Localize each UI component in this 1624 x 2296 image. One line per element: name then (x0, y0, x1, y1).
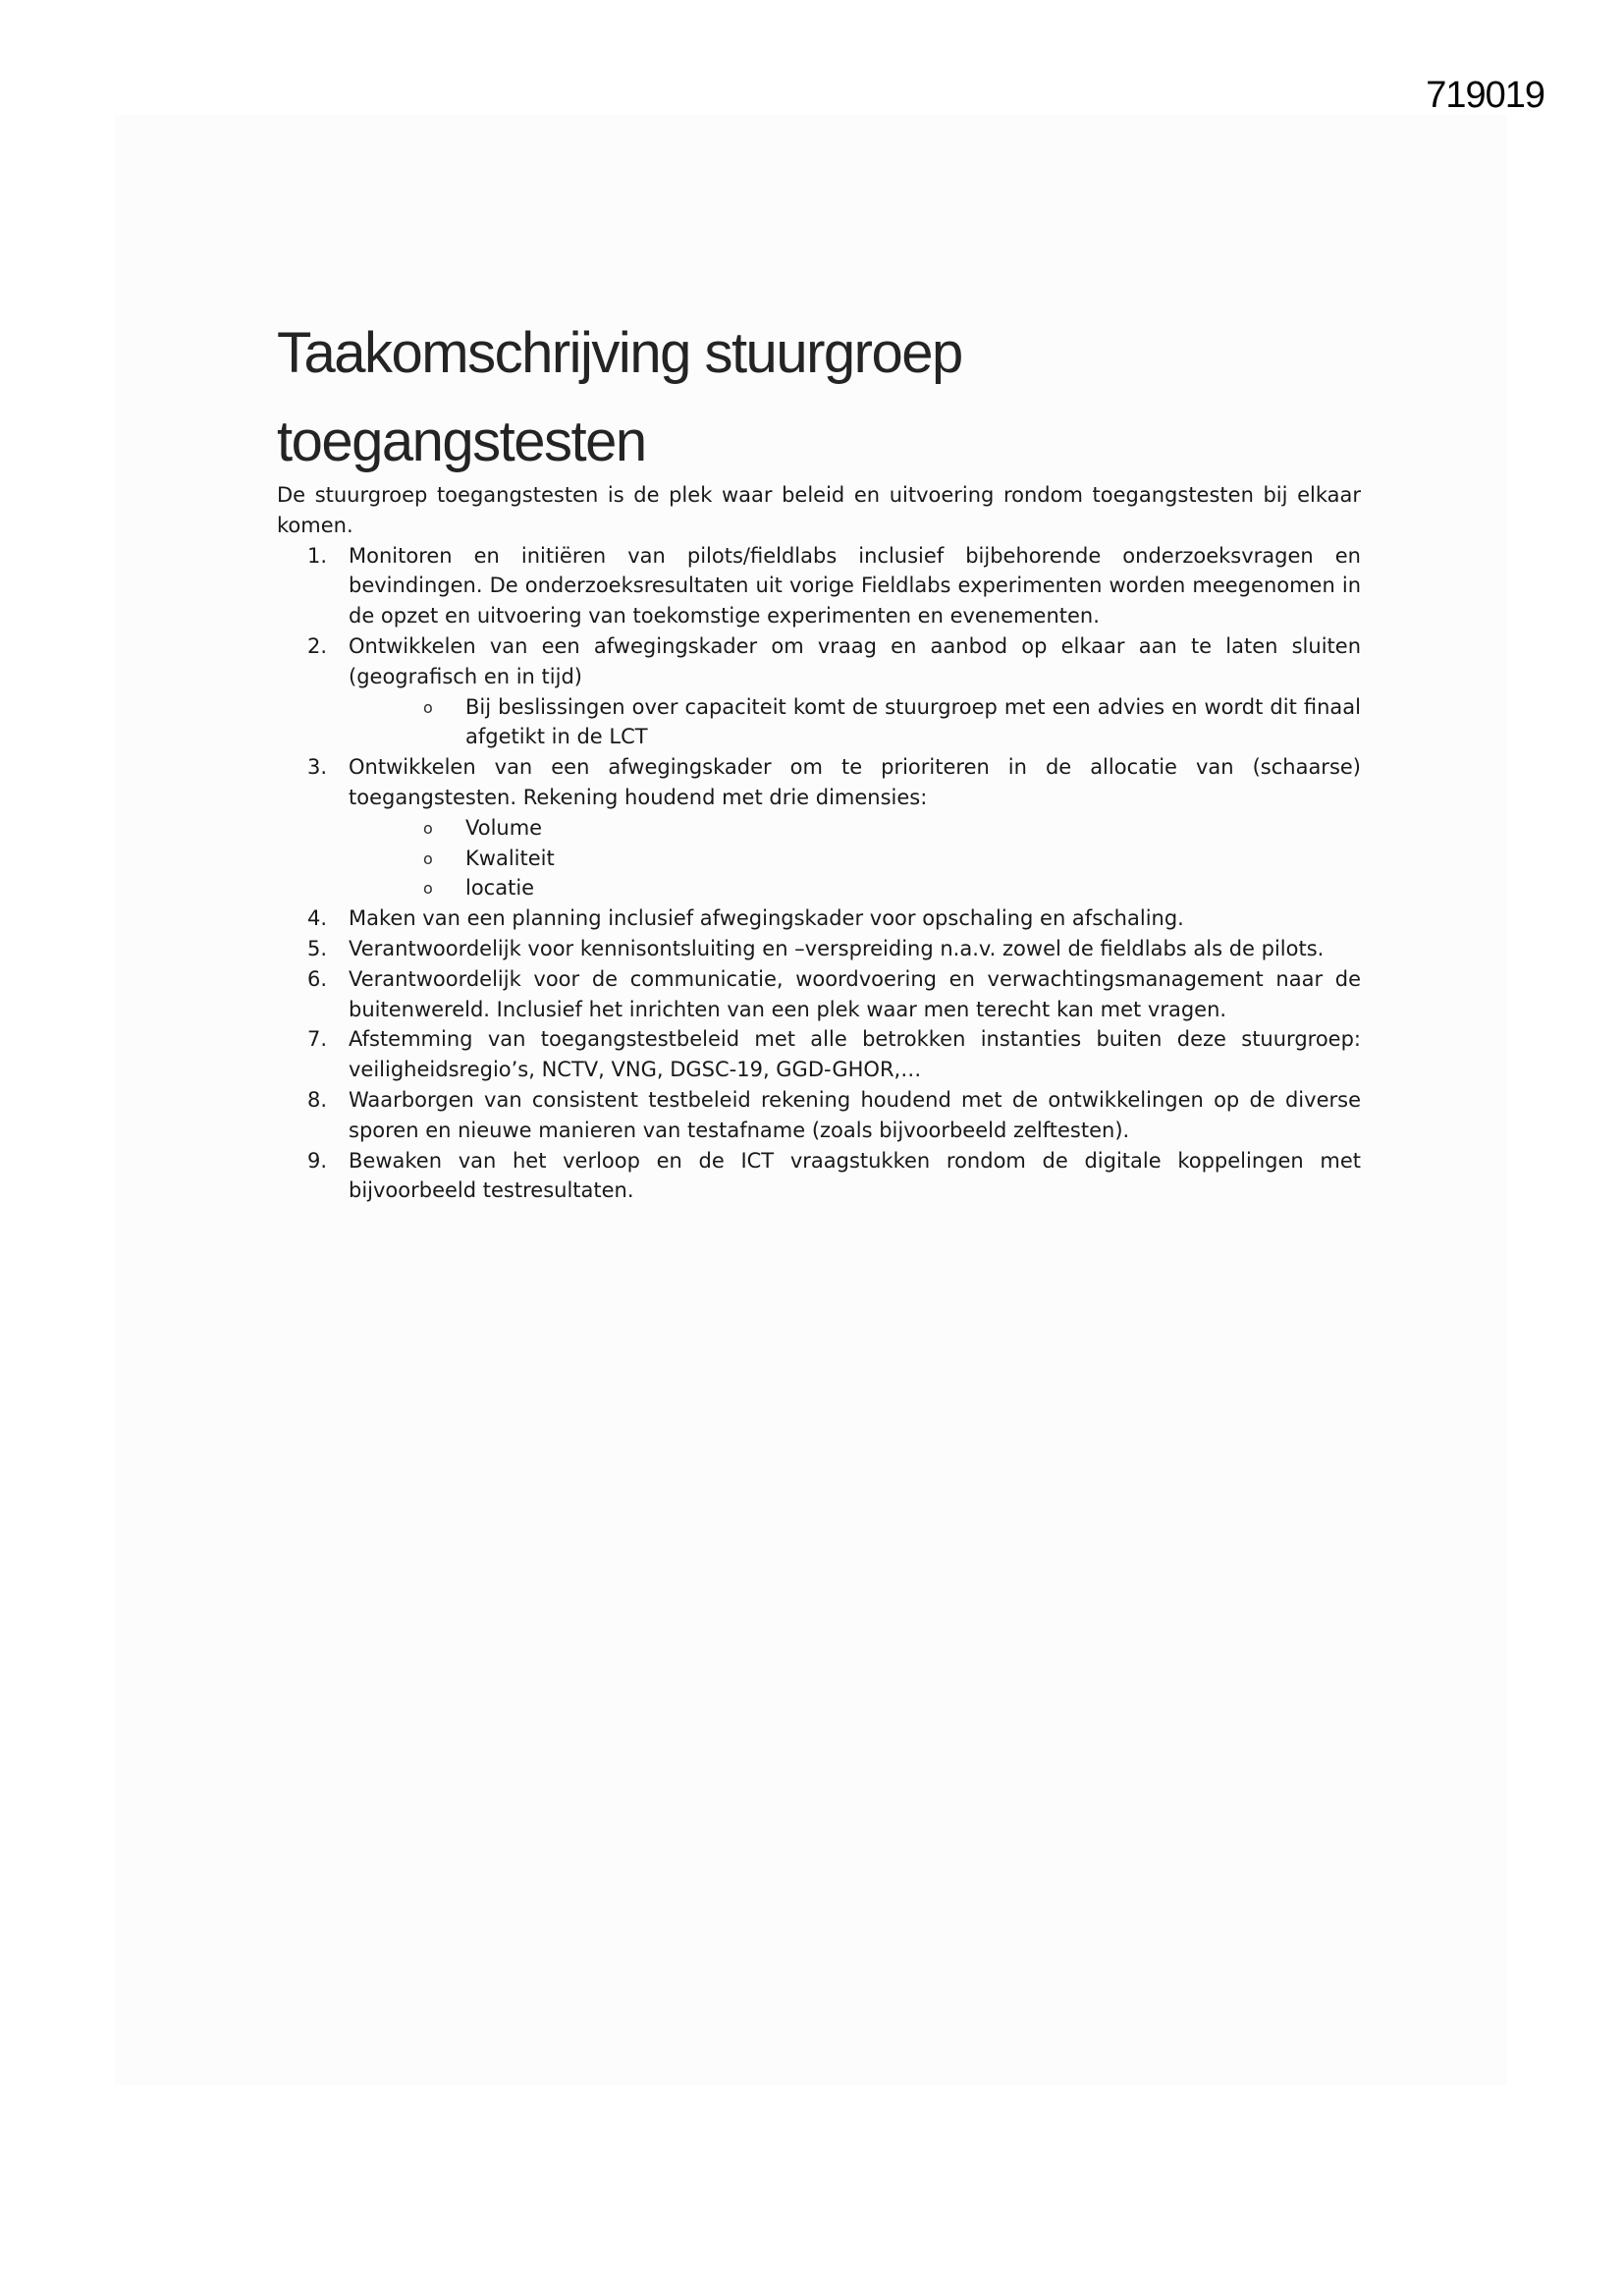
sub-list-item (277, 844, 1361, 874)
list-item-text: Maken van een planning inclusief afwegingskader voor opschaling en afschaling. (349, 906, 1184, 931)
list-item-number: 5. (307, 936, 328, 960)
list-item-number: 3. (307, 755, 328, 780)
list-item-number: 2. (307, 633, 328, 658)
list-item-text: Monitoren en initiëren van pilots/fieldlabs inclusief bijbehorende onderzoeksvragen en bevindingen. De onderzoeksresultaten uit vorige Fieldlabs experimenten worden meegenomen in de opzet en uitvoering van toekomstige experimenten en evenementen. (349, 543, 1361, 629)
list-item (277, 1146, 1361, 1207)
sub-list-item-text: Volume (465, 815, 543, 840)
list-item (277, 631, 1361, 752)
list-item (277, 1024, 1361, 1085)
list-item-text: Ontwikkelen van een afwegingskader om te prioriteren in de allocatie van (schaarse) toegangstesten. Rekening houdend met drie dimensies: (349, 755, 1361, 809)
list-item (277, 752, 1361, 903)
document-body (277, 480, 1361, 1206)
page-number: 719019 (1426, 75, 1544, 116)
sub-list-item (277, 692, 1361, 753)
document-title-line-1: Taakomschrijving stuurgroep (277, 320, 962, 385)
list-item-text: Afstemming van toegangstestbeleid met alle betrokken instanties buiten deze stuurgroep: veiligheidsregio’s, NCTV, VNG, DGSC-19, GGD-GHOR,… (349, 1027, 1361, 1082)
sub-list-item-text: Kwaliteit (465, 846, 555, 870)
list-item-number: 1. (307, 543, 328, 568)
list-item-number: 9. (307, 1148, 328, 1173)
document-title-line-2: toegangstesten (277, 409, 646, 473)
list-item (277, 903, 1361, 934)
list-item-text: Verantwoordelijk voor de communicatie, woordvoering en verwachtingsmanagement naar de buitenwereld. Inclusief het inrichten van een plek waar men terecht kan met vragen. (349, 966, 1361, 1021)
sub-list-item-text: Bij beslissingen over capaciteit komt de stuurgroep met een advies en wordt dit finaal afgetikt in de LCT (465, 694, 1361, 749)
list-item (277, 541, 1361, 631)
list-item (277, 934, 1361, 964)
intro-paragraph: De stuurgroep toegangstesten is de plek waar beleid en uitvoering rondom toegangstesten bij elkaar komen. (277, 483, 1361, 537)
list-item-number: 8. (307, 1087, 328, 1112)
sub-bullet-icon: o (423, 697, 433, 717)
sub-list-item-text: locatie (465, 876, 535, 901)
list-item (277, 1085, 1361, 1146)
sub-list-item (277, 873, 1361, 903)
list-item-text: Verantwoordelijk voor kennisontsluiting en –verspreiding n.a.v. zowel de fieldlabs als de pilots. (349, 936, 1325, 960)
list-item-number: 4. (307, 906, 328, 931)
sub-list-item (277, 813, 1361, 844)
document-title (277, 309, 1161, 486)
sub-bullet-icon: o (423, 848, 433, 868)
sub-bullet-icon: o (423, 818, 433, 838)
list-item-text: Ontwikkelen van een afwegingskader om vraag en aanbod op elkaar aan te laten sluiten (geografisch en in tijd) (349, 633, 1361, 688)
sub-bullet-icon: o (423, 879, 433, 899)
list-item (277, 964, 1361, 1025)
list-item-number: 7. (307, 1027, 328, 1052)
list-item-number: 6. (307, 966, 328, 991)
task-list (277, 541, 1361, 1207)
list-item-text: Waarborgen van consistent testbeleid rekening houdend met de ontwikkelingen op de diverse sporen en nieuwe manieren van testafname (zoals bijvoorbeeld zelftesten). (349, 1087, 1361, 1142)
list-item-text: Bewaken van het verloop en de ICT vraagstukken rondom de digitale koppelingen met bijvoorbeeld testresultaten. (349, 1148, 1361, 1203)
